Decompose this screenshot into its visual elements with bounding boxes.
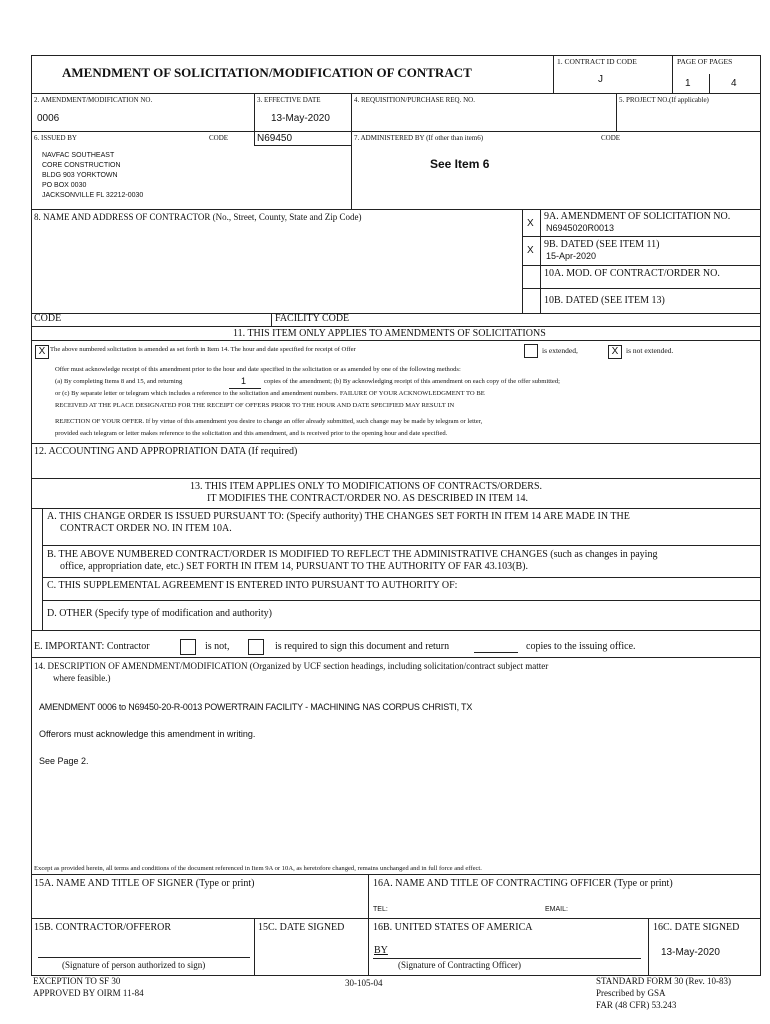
address-line: BLDG 903 YORKTOWN [42,172,118,179]
item-11-heading: 11. THIS ITEM ONLY APPLIES TO AMENDMENTS OF SOLICITATIONS [233,328,546,339]
is-not-checkbox[interactable] [180,639,196,655]
item-11-line: provided each telegram or letter makes reference to the solicitation and this amendment, and is received prior to the opening hour and date specified. [55,430,448,437]
united-states-label: 16B. UNITED STATES OF AMERICA [373,922,533,933]
form-title: AMENDMENT OF SOLICITATION/MODIFICATION OF CONTRACT [62,65,472,80]
issued-by-label: 6. ISSUED BY [34,134,77,142]
page-of-pages-label: PAGE OF PAGES [677,57,733,66]
item-13b-line: office, appropriation date, etc.) SET FORTH IN ITEM 14, PURSUANT TO THE AUTHORITY OF FAR 43.103(B). [60,561,528,572]
extended-checkbox[interactable] [524,344,538,358]
item-13c-line: C. THIS SUPPLEMENTAL AGREEMENT IS ENTERED INTO PURSUANT TO AUTHORITY OF: [47,580,458,591]
address-line: NAVFAC SOUTHEAST [42,152,115,159]
is-not-label: is not, [205,641,230,652]
copies-returned-value: 1 [241,376,247,386]
is-required-checkbox[interactable] [248,639,264,655]
page-number: 1 [685,78,691,89]
item-11-line: or (c) By separate letter or telegram which includes a reference to the solicitation and amendment numbers. FAILURE OF YOUR ACKNOWLEDGMENT TO BE [55,390,485,397]
amendment-no-value: 0006 [37,113,60,124]
code-label: CODE [34,313,62,324]
administered-by-value: See Item 6 [430,157,490,171]
page-total: 4 [731,78,737,89]
contractor-offeror-label: 15B. CONTRACTOR/OFFEROR [34,922,172,933]
description-line: Offerors must acknowledge this amendment in writing. [39,729,256,739]
is-required-label: is required to sign this document and return [275,641,450,652]
item-14-label: where feasible.) [53,673,111,683]
issued-code-value: N69450 [257,133,293,144]
item-9b-label: 9B. DATED (SEE ITEM 11) [544,239,660,250]
issuer-address [42,151,143,201]
address-line: CORE CONSTRUCTION [42,162,121,169]
item-11-line: Offer must acknowledge receipt of this amendment prior to the hour and date specified in the solicitation or as amended by one of the following methods: [55,366,461,373]
item-9a-label: 9A. AMENDMENT OF SOLICITATION NO. [544,211,731,222]
item-11-line: (a) By completing Items 8 and 15, and returning [55,378,183,385]
item-13a-line: A. THIS CHANGE ORDER IS ISSUED PURSUANT TO: (Specify authority) THE CHANGES SET FORTH IN ITEM 14 ARE MADE IN THE [47,511,630,522]
signer-signature-caption: (Signature of person authorized to sign) [62,960,206,970]
item-14-label: 14. DESCRIPTION OF AMENDMENT/MODIFICATION (Organized by UCF section headings, including solicitation/contract subject matter [34,661,549,671]
email-label: EMAIL: [545,906,568,913]
by-label: BY [374,945,388,956]
description-line: AMENDMENT 0006 to N69450-20-R-0013 POWERTRAIN FACILITY - MACHINING NAS CORPUS CHRISTI, TX [39,702,473,712]
effective-date-label: 3. EFFECTIVE DATE [257,96,321,104]
copies-label: copies to the issuing office. [526,641,636,652]
item-11-line: REJECTION OF YOUR OFFER. If by virtue of this amendment you desire to change an offer already submitted, such change may be made by telegram or letter, [55,418,483,425]
item-9b-value: 15-Apr-2020 [546,251,597,261]
footer-standard-form: STANDARD FORM 30 (Rev. 10-83) [596,976,731,986]
officer-date-signed-label: 16C. DATE SIGNED [653,922,740,933]
officer-date-signed-value: 13-May-2020 [661,947,720,958]
item-10b-label: 10B. DATED (SEE ITEM 13) [544,295,665,306]
item-13-heading: 13. THIS ITEM APPLIES ONLY TO MODIFICATIONS OF CONTRACTS/ORDERS. [190,481,543,492]
administered-code-label: CODE [601,134,621,142]
footer-exception: EXCEPTION TO SF 30 [33,976,121,986]
contractor-label: 8. NAME AND ADDRESS OF CONTRACTOR (No., Street, County, State and Zip Code) [34,212,362,222]
contracting-officer-label: 16A. NAME AND TITLE OF CONTRACTING OFFICER (Type or print) [373,878,673,889]
administered-by-label: 7. ADMINISTERED BY (If other than item6) [354,134,484,142]
signer-name-label: 15A. NAME AND TITLE OF SIGNER (Type or print) [34,878,255,889]
address-line: PO BOX 0030 [42,182,87,189]
important-label: E. IMPORTANT: Contractor [34,641,150,652]
item-9a-mark: X [527,218,534,229]
amendment-no-label: 2. AMENDMENT/MODIFICATION NO. [34,96,153,104]
effective-date-value: 13-May-2020 [271,113,330,124]
not-extended-label: is not extended. [626,346,674,355]
item-12-label: 12. ACCOUNTING AND APPROPRIATION DATA (If required) [34,446,298,457]
item-10a-label: 10A. MOD. OF CONTRACT/ORDER NO. [544,268,720,279]
footer-prescribed-by: Prescribed by GSA [596,988,666,998]
item-13-subheading: IT MODIFIES THE CONTRACT/ORDER NO. AS DESCRIBED IN ITEM 14. [207,493,529,504]
address-line: JACKSONVILLE FL 32212-0030 [42,192,144,199]
item-13d-line: D. OTHER (Specify type of modification and authority) [47,608,272,619]
contractor-date-signed-label: 15C. DATE SIGNED [258,922,345,933]
footer-form-code: 30-105-04 [345,978,383,988]
footer-far-citation: FAR (48 CFR) 53.243 [596,1000,677,1010]
contract-id-value: J [598,74,603,85]
requisition-label: 4. REQUISITION/PURCHASE REQ. NO. [354,96,475,104]
extended-label: is extended, [542,346,578,355]
item-11-checkbox[interactable]: X [35,345,49,359]
facility-code-label: FACILITY CODE [275,313,350,324]
description-line: See Page 2. [39,756,89,766]
contract-id-label: 1. CONTRACT ID CODE [557,57,637,66]
project-label: 5. PROJECT NO.(If applicable) [619,96,709,104]
item-11-line: copies of the amendment; (b) By acknowledging receipt of this amendment on each copy of the offer submitted; [264,378,560,385]
issued-code-label: CODE [209,134,229,142]
except-statement: Except as provided herein, all terms and conditions of the document referenced in Item 9A or 10A, as heretofore changed, remains unchanged and in full force and effect. [34,865,482,872]
item-11-line: RECEIVED AT THE PLACE DESIGNATED FOR THE RECEIPT OF OFFERS PRIOR TO THE HOUR AND DATE SPECIFIED MAY RESULT IN [55,402,455,409]
item-13a-line: CONTRACT ORDER NO. IN ITEM 10A. [60,523,232,534]
item-11-statement: The above numbered solicitation is amended as set forth in Item 14. The hour and date specified for receipt of Offer [50,346,356,353]
item-9b-mark: X [527,245,534,256]
footer-approval: APPROVED BY OIRM 11-84 [33,988,144,998]
officer-signature-caption: (Signature of Contracting Officer) [398,960,522,970]
not-extended-checkbox[interactable]: X [608,345,622,359]
item-9a-value: N6945020R0013 [546,223,615,233]
tel-label: TEL: [373,906,388,913]
item-13b-line: B. THE ABOVE NUMBERED CONTRACT/ORDER IS MODIFIED TO REFLECT THE ADMINISTRATIVE CHANGES (such as changes in paying [47,549,658,560]
